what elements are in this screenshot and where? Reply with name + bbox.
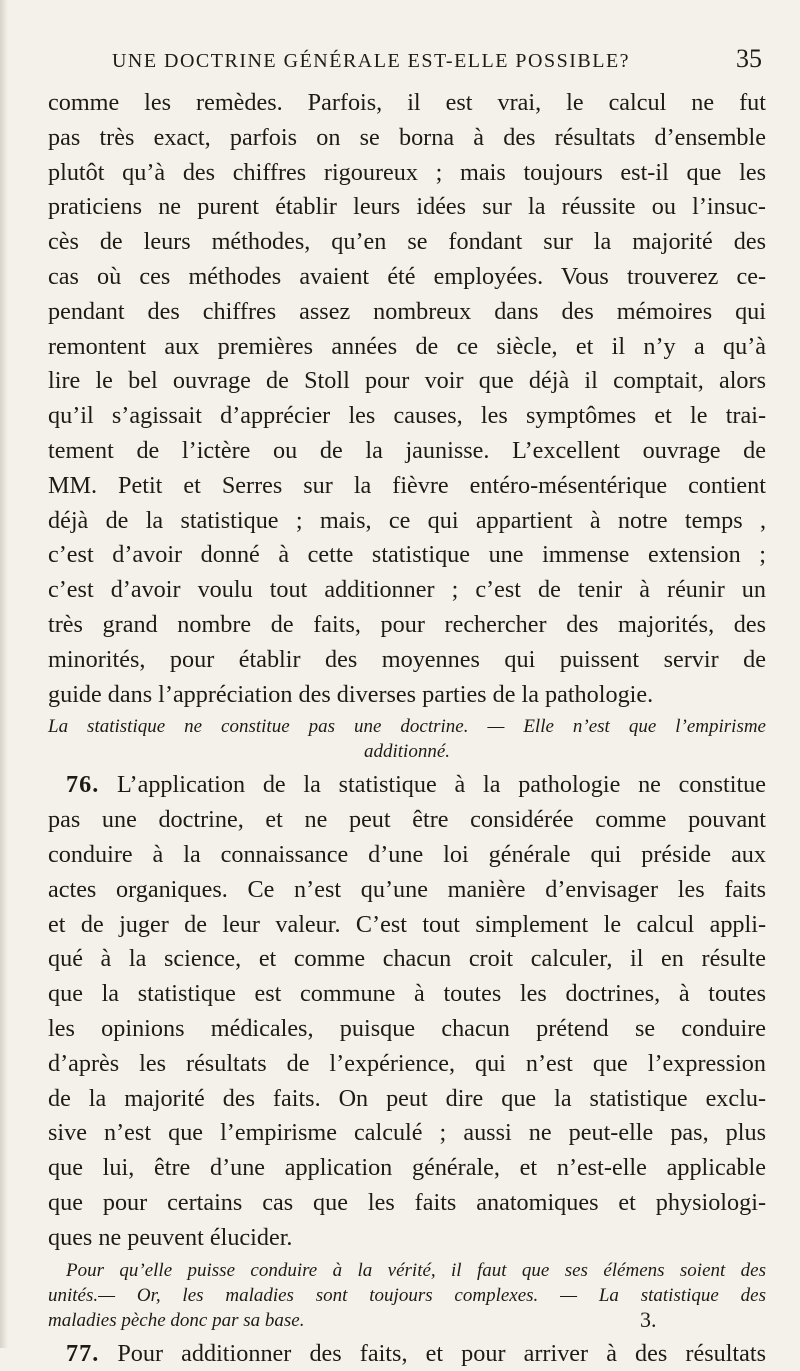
text-line: comme les remèdes. Parfois, il est vrai, le calcul ne fut bbox=[48, 86, 766, 121]
text-line: remontent aux premières années de ce siècle, et il n’y a qu’à bbox=[48, 330, 766, 365]
paragraph-number: 77. bbox=[66, 1340, 99, 1367]
page-number: 35 bbox=[736, 44, 762, 74]
text-line: MM. Petit et Serres sur la fièvre entéro-mésentérique contient bbox=[48, 469, 766, 504]
summary-line: unités.— Or, les maladies sont toujours complexes. — La statistique des bbox=[48, 1283, 766, 1308]
text-line: actes organiques. Ce n’est qu’une manière d’envisager les faits bbox=[48, 873, 766, 908]
paragraph-3 bbox=[48, 1337, 766, 1371]
text-line: lire le bel ouvrage de Stoll pour voir que déjà il comptait, alors bbox=[48, 364, 766, 399]
text-line: pas une doctrine, et ne peut être considérée comme pouvant bbox=[48, 803, 766, 838]
text-line: pendant des chiffres assez nombreux dans des mémoires qui bbox=[48, 295, 766, 330]
text-line bbox=[48, 768, 766, 803]
text-line: c’est d’avoir donné à cette statistique une immense extension ; bbox=[48, 538, 766, 573]
text-line: praticiens ne purent établir leurs idées sur la réussite ou l’insuc- bbox=[48, 190, 766, 225]
text-line: qu’il s’agissait d’apprécier les causes, les symptômes et le trai- bbox=[48, 399, 766, 434]
paragraph-number: 76. bbox=[66, 771, 99, 798]
text-line: minorités, pour établir des moyennes qui puissent servir de bbox=[48, 643, 766, 678]
text-line: plutôt qu’à des chiffres rigoureux ; mais toujours est-il que les bbox=[48, 156, 766, 191]
text-line: déjà de la statistique ; mais, ce qui appartient à notre temps , bbox=[48, 504, 766, 539]
section-summary-1 bbox=[48, 714, 766, 764]
text-line: cas où ces méthodes avaient été employées. Vous trouverez ce- bbox=[48, 260, 766, 295]
text-line: très grand nombre de faits, pour rechercher des majorités, des bbox=[48, 608, 766, 643]
summary-line: Pour qu’elle puisse conduire à la vérité, il faut que ses élémens soient des bbox=[48, 1258, 766, 1283]
running-head: UNE DOCTRINE GÉNÉRALE EST-ELLE POSSIBLE? bbox=[44, 50, 698, 73]
text-line: qué à la science, et comme chacun croit calculer, il en résulte bbox=[48, 942, 766, 977]
text-line: pas très exact, parfois on se borna à des résultats d’ensemble bbox=[48, 121, 766, 156]
text-line: de la majorité des faits. On peut dire que la statistique exclu- bbox=[48, 1082, 766, 1117]
text-line: tement de l’ictère ou de la jaunisse. L’excellent ouvrage de bbox=[48, 434, 766, 469]
paragraph-1 bbox=[48, 86, 766, 712]
text-line: et de juger de leur valeur. C’est tout simplement le calcul appli- bbox=[48, 908, 766, 943]
paragraph-2 bbox=[48, 768, 766, 1255]
text-fragment: L’application de la statistique à la pathologie ne constitue bbox=[117, 771, 766, 798]
text-line: guide dans l’appréciation des diverses parties de la pathologie. bbox=[48, 678, 766, 713]
text-line: que lui, être d’une application générale, et n’est-elle applicable bbox=[48, 1151, 766, 1186]
text-line: cès de leurs méthodes, qu’en se fondant sur la majorité des bbox=[48, 225, 766, 260]
page-header bbox=[44, 44, 762, 84]
text-line: sive n’est que l’empirisme calculé ; aussi ne peut-elle pas, plus bbox=[48, 1116, 766, 1151]
text-line: les opinions médicales, puisque chacun prétend se conduire bbox=[48, 1012, 766, 1047]
summary-line: La statistique ne constitue pas une doctrine. — Elle n’est que l’empirisme bbox=[48, 714, 766, 739]
section-summary-2 bbox=[48, 1258, 766, 1333]
signature-mark: 3. bbox=[640, 1307, 657, 1333]
text-fragment: Pour additionner des faits, et pour arriver à des résultats bbox=[117, 1340, 766, 1367]
text-line: c’est d’avoir voulu tout additionner ; c’est de tenir à réunir un bbox=[48, 573, 766, 608]
summary-line: maladies pèche donc par sa base. bbox=[48, 1308, 766, 1333]
text-line: d’après les résultats de l’expérience, qui n’est que l’expression bbox=[48, 1047, 766, 1082]
page-gutter-shadow bbox=[0, 0, 8, 1348]
text-line: ques ne peuvent élucider. bbox=[48, 1221, 766, 1256]
body-text bbox=[48, 86, 766, 1371]
text-line bbox=[48, 1337, 766, 1371]
text-line: que pour certains cas que les faits anatomiques et physiologi- bbox=[48, 1186, 766, 1221]
summary-line: additionné. bbox=[48, 739, 766, 764]
text-line: que la statistique est commune à toutes les doctrines, à toutes bbox=[48, 977, 766, 1012]
text-line: conduire à la connaissance d’une loi générale qui préside aux bbox=[48, 838, 766, 873]
